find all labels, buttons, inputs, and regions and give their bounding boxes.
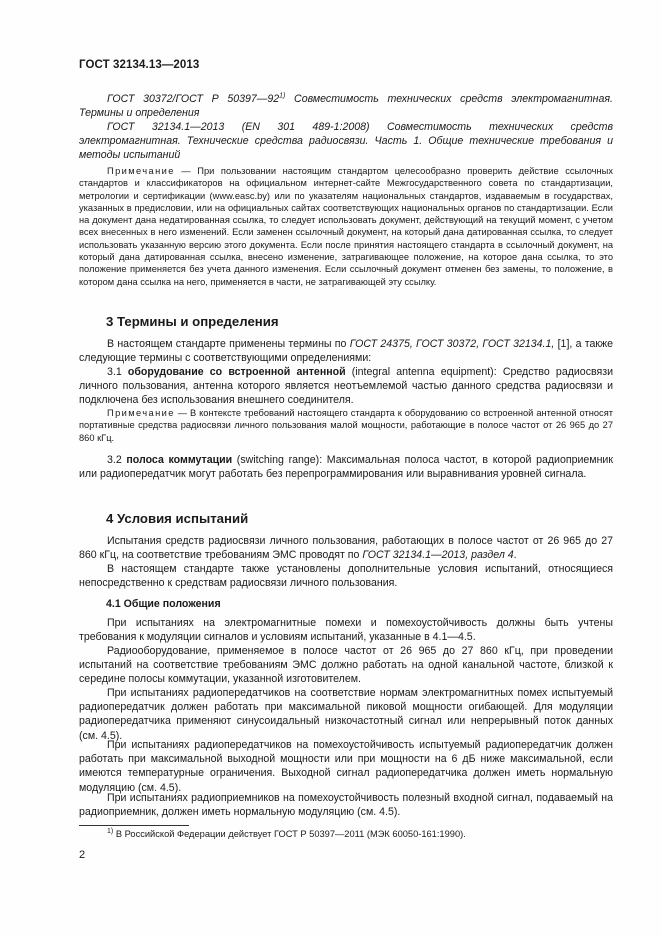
intro-references: ГОСТ 24375, ГОСТ 30372, ГОСТ 32134.1, [349,338,555,350]
footnote-divider [79,825,189,826]
reference-gost-32134-1: ГОСТ 32134.1—2013 (EN 301 489-1:2008) Совместимость технических средств электромагнитная. Технические средства радиосвязи. Часть 1. Общие технические требования и методы испытаний [79,121,613,162]
subsection-4-1-heading: 4.1 Общие положения [106,598,221,610]
section-3-heading: 3 Термины и определения [106,314,279,329]
reference-title: Совместимость технических средств электромагнитная. Термины и определения [79,93,613,120]
section-4-1-para-3: При испытаниях радиопередатчиков на соответствие нормам электромагнитных помех испытуемый радиопередатчик должен работать при максимальной пиковой мощности огибающей. Для модуляции радиопередатчика применяют синусоидальный низкочастотный сигнал или непрерывный поток данных (см. 4.5). [79,687,613,742]
section-4-para-1: Испытания средств радиосвязи личного пользования, работающих в полосе частот от 26 965 до 27 860 кГц, на соответствие требованиям ЭМС проводят по ГОСТ 32134.1—2013, раздел 4. [79,535,613,562]
term-name: полоса коммутации [126,454,233,466]
footnote-marker: 1) [107,827,114,835]
section-4-1-para-5: При испытаниях радиоприемников на помехоустойчивость полезный входной сигнал, подаваемый на радиоприемник, должен иметь нормальную модуляцию (см. 4.5). [79,792,613,819]
section-3-intro: В настоящем стандарте применены термины по ГОСТ 24375, ГОСТ 30372, ГОСТ 32134.1, [1], а также следующие термины с соответствующими определениями: [79,338,613,365]
footnote [107,828,466,840]
section-4-1-para-4: При испытаниях радиопередатчиков на помехоустойчивость испытуемый радиопередатчик должен работать при максимальной выходной мощности или при мощности на 6 дБ ниже максимальной, если имеются температурные ограничения. Выходной сигнал радиопередатчика должен иметь нормальную модуляцию (см. 4.5). [79,739,613,794]
reference-code: ГОСТ 30372/ГОСТ Р 50397—92 [107,93,280,105]
section-4-para-2: В настоящем стандарте также установлены дополнительные условия испытаний, относящиеся непосредственно к средствам радиосвязи личного пользования. [79,563,613,590]
section-4-1-para-2: Радиооборудование, применяемое в полосе частот от 26 965 до 27 860 кГц, при проведении испытаний на соответствие требованиям ЭМС должно работать на одной канальной частоте, близкой к середине полосы коммутации, указанной изготовителем. [79,645,613,686]
page-number: 2 [79,849,86,861]
page-header: ГОСТ 32134.13—2013 [79,59,200,71]
note-label: Примечание [107,408,175,418]
term-definition: (integral antenna equipment): Средство радиосвязи личного пользования, антенна которого является неотъемлемой частью данного средства радиосвязи и подключена без использования внешнего соединителя. [79,366,614,407]
note-integral-antenna [79,407,613,444]
note-text: — При пользовании настоящим стандартом целесообразно проверить действие ссылочных стандартов и классификаторов на официальном интернет-сайте Межгосударственного совета по стандартизации, метрологии и сертификации (www.easc.by) или по указателям национальных стандартов, издаваемым в государствах, указанных в предисловии, или на официальных сайтах соответствующих национальных органов по стандартизации. Если на документ дана недатированная ссылка, то следует использовать документ, действующий на текущий момент, с учетом всех внесенных в него изменений. Если заменен ссылочный документ, на который дана датированная ссылка, то следует использовать указанную версию этого документа. Если после принятия настоящего стандарта в ссылочный документ, на который дана датированная ссылка, внесено изменение, затрагивающее положение, на которое дана ссылка, то это положение применяется без учета данного изменения. Если ссылочный документ отменен без замены, то положение, в котором дана ссылка на него, применяется в части, не затрагивающей эту ссылку. [79,166,613,287]
term-definition: (switching range): Максимальная полоса частот, в которой радиоприемник или радиопередатчик могут работать без перепрограммирования или выравнивания уровней сигнала. [79,454,613,481]
footnote-marker: 1) [279,92,286,100]
note-references [79,165,613,288]
note-text: — В контексте требований настоящего стандарта к оборудованию со встроенной антенной относят портативные средства радиосвязи личного пользования малой мощности, работающие в полосе частот от 26 965 до 27 860 кГц. [79,408,613,443]
section-4-heading: 4 Условия испытаний [106,511,249,526]
term-name: оборудование со встроенной антенной [127,366,346,378]
term-3-1: 3.1 оборудование со встроенной антенной (integral antenna equipment): Средство радиосвязи личного пользования, антенна которого является неотъемлемой частью данного средства радиосвязи и подключена без использования внешнего соединителя. [79,366,614,407]
note-label: Примечание [107,166,175,176]
para-reference: ГОСТ 32134.1—2013, раздел 4 [362,549,514,562]
section-4-1-para-1: При испытаниях на электромагнитные помехи и помехоустойчивость должны быть учтены требования к модуляции сигналов и условиям испытаний, указанные в 4.1—4.5. [79,617,613,644]
footnote-text: В Российской Федерации действует ГОСТ Р 50397—2011 (МЭК 60050-161:1990). [113,829,466,839]
reference-gost-30372 [79,92,613,120]
term-3-2: 3.2 полоса коммутации (switching range): Максимальная полоса частот, в которой радиоприемник или радиопередатчик могут работать без перепрограммирования или выравнивания уровней сигнала. [79,454,613,481]
